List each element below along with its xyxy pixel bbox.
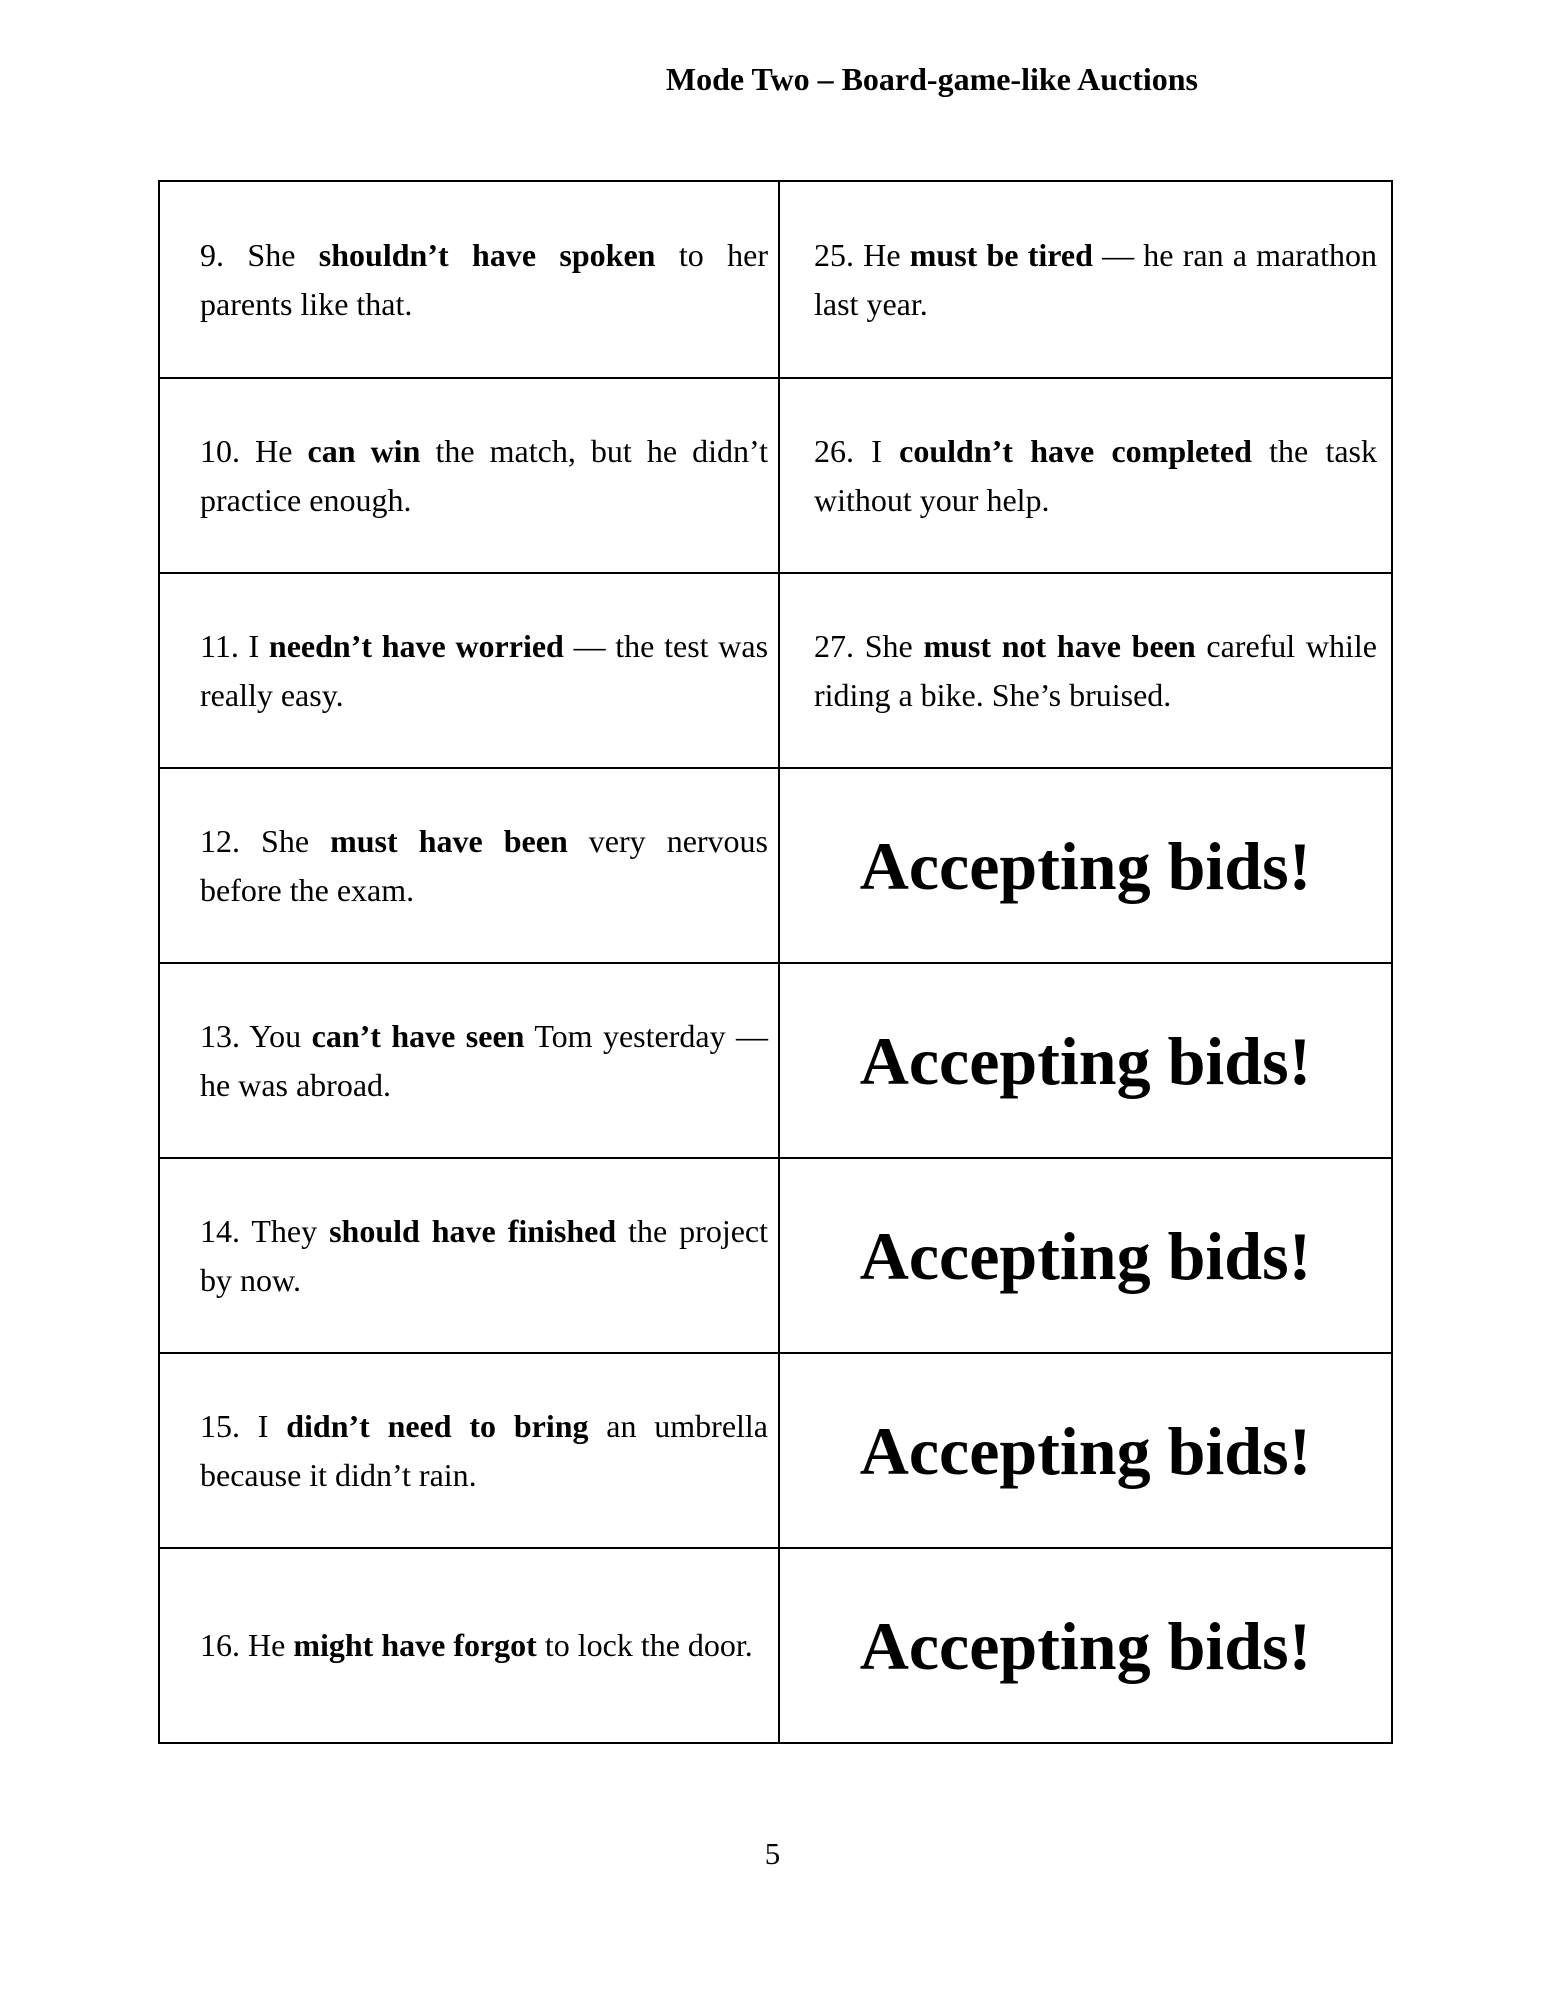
sentence-cell xyxy=(160,182,778,377)
sentence-text xyxy=(814,427,1377,525)
sentence-cell xyxy=(778,182,1391,377)
table-row xyxy=(160,1352,1391,1547)
sentence-cell xyxy=(160,1549,778,1742)
table-row xyxy=(160,182,1391,377)
accepting-bids-banner: Accepting bids! xyxy=(859,827,1312,904)
sentence-segment: 10. He xyxy=(200,432,308,469)
sentence-text xyxy=(200,1012,768,1110)
sentence-segment: 13. You xyxy=(200,1017,312,1054)
sentence-cell xyxy=(160,1354,778,1547)
sentence-text xyxy=(200,1402,768,1500)
sentence-segment: — the test was really easy. xyxy=(200,627,769,713)
auction-table xyxy=(158,180,1393,1744)
sentence-segment: 11. I xyxy=(200,627,269,664)
sentence-segment: the task without your help. xyxy=(814,432,1377,518)
table-row xyxy=(160,1547,1391,1742)
sentence-text xyxy=(200,1621,768,1670)
auction-banner-cell xyxy=(778,769,1391,962)
table-row xyxy=(160,1157,1391,1352)
sentence-segment: to lock the door. xyxy=(536,1627,753,1663)
sentence-segment: 12. She xyxy=(200,822,331,859)
sentence-segment: 15. I xyxy=(200,1407,287,1444)
sentence-text xyxy=(200,1207,768,1305)
sentence-text xyxy=(814,231,1377,329)
sentence-segment: — he ran a marathon last year. xyxy=(814,236,1378,322)
bold-phrase: needn’t have worried xyxy=(268,627,564,664)
sentence-segment: 26. I xyxy=(814,432,900,469)
accepting-bids-banner: Accepting bids! xyxy=(859,1412,1312,1489)
auction-banner-cell xyxy=(778,1549,1391,1742)
table-row xyxy=(160,767,1391,962)
sentence-text xyxy=(814,622,1377,720)
sentence-segment: the match, but he didn’t practice enough. xyxy=(200,432,769,518)
bold-phrase: must be tired xyxy=(909,236,1093,273)
sentence-segment: an umbrella because it didn’t rain. xyxy=(200,1407,768,1493)
bold-phrase: might have forgot xyxy=(293,1627,537,1663)
bold-phrase: can’t have seen xyxy=(311,1017,525,1054)
bold-phrase: must have been xyxy=(330,822,568,859)
sentence-segment: 16. He xyxy=(200,1627,294,1663)
bold-phrase: can win xyxy=(307,432,421,469)
table-row xyxy=(160,377,1391,572)
sentence-segment: very nervous before the exam. xyxy=(200,822,769,908)
bold-phrase: must not have been xyxy=(923,627,1196,664)
sentence-cell xyxy=(160,1159,778,1352)
sentence-text xyxy=(200,817,768,915)
accepting-bids-banner: Accepting bids! xyxy=(859,1607,1312,1684)
sentence-text xyxy=(200,622,768,720)
sentence-text xyxy=(200,231,768,329)
sentence-segment: 25. He xyxy=(814,236,910,273)
bold-phrase: should have finished xyxy=(329,1212,617,1249)
sentence-segment: 27. She xyxy=(814,627,924,664)
sentence-segment: 14. They xyxy=(200,1212,330,1249)
bold-phrase: didn’t need to bring xyxy=(286,1407,589,1444)
auction-banner-cell xyxy=(778,1354,1391,1547)
table-row xyxy=(160,572,1391,767)
sentence-text xyxy=(200,427,768,525)
sentence-cell xyxy=(160,964,778,1157)
page-number: 5 xyxy=(764,1836,781,1871)
bold-phrase: shouldn’t have spoken xyxy=(318,236,656,273)
sentence-segment: the project by now. xyxy=(200,1212,768,1298)
sentence-segment: 9. She xyxy=(200,236,319,273)
sentence-segment: to her parents like that. xyxy=(200,236,769,322)
bold-phrase: couldn’t have completed xyxy=(899,432,1252,469)
sentence-cell xyxy=(160,574,778,767)
auction-banner-cell xyxy=(778,1159,1391,1352)
accepting-bids-banner: Accepting bids! xyxy=(859,1022,1312,1099)
sentence-cell xyxy=(160,379,778,572)
auction-banner-cell xyxy=(778,964,1391,1157)
sentence-cell xyxy=(778,574,1391,767)
sentence-cell xyxy=(160,769,778,962)
table-row xyxy=(160,962,1391,1157)
sentence-segment: careful while riding a bike. She’s bruised. xyxy=(814,627,1378,713)
page-header-title: Mode Two – Board-game-like Auctions xyxy=(665,61,1198,97)
sentence-segment: Tom yesterday — he was abroad. xyxy=(200,1017,769,1103)
sentence-cell xyxy=(778,379,1391,572)
accepting-bids-banner: Accepting bids! xyxy=(859,1217,1312,1294)
